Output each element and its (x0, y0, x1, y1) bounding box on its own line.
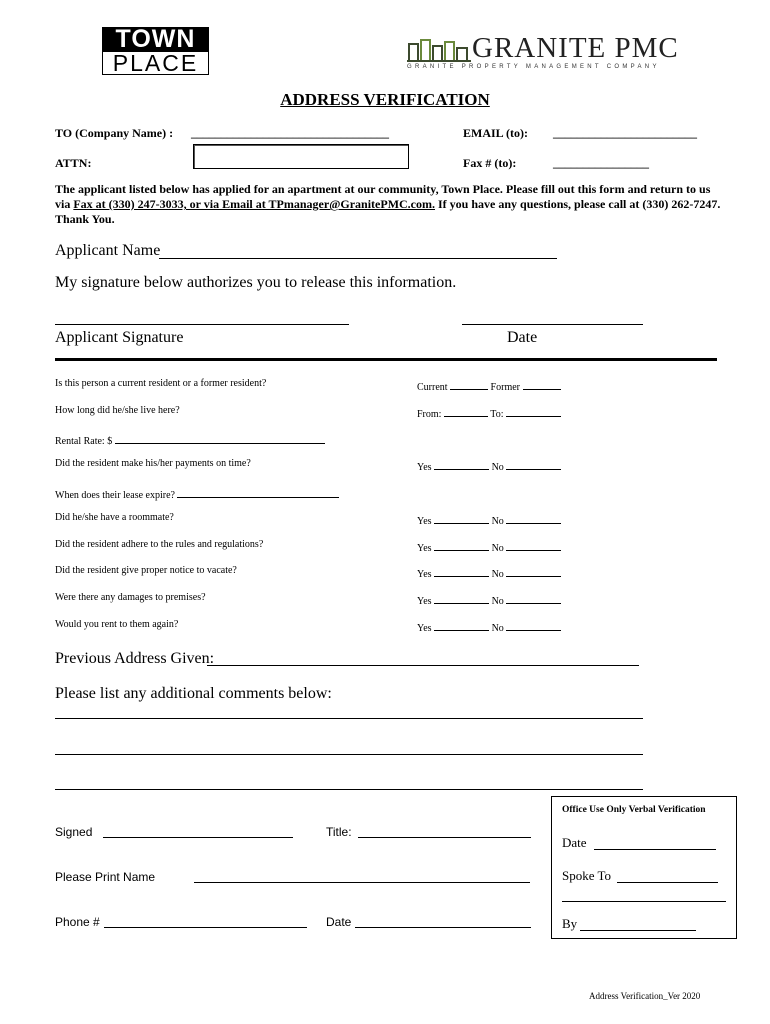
print-name-label: Please Print Name (55, 870, 156, 884)
roommate-no-blank[interactable] (506, 512, 561, 524)
rental-rate-blank[interactable] (115, 432, 325, 444)
applicant-signature-label: Applicant Signature (55, 329, 184, 346)
applicant-name-label: Applicant Name (55, 242, 161, 259)
applicant-date-label: Date (507, 329, 538, 346)
rental-rate-label: Rental Rate: $ (55, 436, 113, 447)
instructions-contact: If you have any questions, please call at (330) 262-7247. Thank You. (55, 197, 721, 226)
damages-no-blank[interactable] (506, 592, 561, 604)
current-former-question: Is this person a current resident or a former resident? (55, 378, 267, 389)
current-option-label: Current (417, 382, 448, 393)
previous-address-line[interactable] (207, 665, 639, 666)
email-label: EMAIL (to): (463, 126, 528, 140)
from-blank[interactable] (444, 405, 488, 417)
rent-again-no-blank[interactable] (506, 619, 561, 631)
payments-question: Did the resident make his/her payments on time? (55, 458, 251, 469)
comment-line-2[interactable] (55, 754, 643, 755)
office-spoke-to-label: Spoke To (562, 868, 612, 883)
damages-no-label: No (491, 596, 504, 607)
rent-again-no-label: No (491, 623, 504, 634)
comment-line-1[interactable] (55, 718, 643, 719)
office-by-label: By (562, 916, 578, 931)
lease-expire-blank[interactable] (177, 486, 339, 498)
payments-yes-blank[interactable] (434, 458, 489, 470)
current-blank[interactable] (450, 378, 488, 390)
damages-yes-blank[interactable] (434, 592, 489, 604)
to-label: To: (490, 409, 504, 420)
rental-rate-row (55, 432, 325, 447)
fax-email-link[interactable]: Fax at (330) 247-3033, or via Email at TPmanager@GranitePMC.com. (73, 197, 436, 211)
signoff-date-label: Date (326, 915, 352, 929)
print-name-line[interactable] (194, 882, 530, 883)
how-long-question: How long did he/she live here? (55, 405, 180, 416)
current-former-answers (417, 378, 561, 393)
comment-line-3[interactable] (55, 789, 643, 790)
lease-expire-label: When does their lease expire? (55, 490, 175, 501)
town-place-logo-bottom: PLACE (102, 51, 209, 75)
office-spoke-to-line[interactable] (617, 882, 718, 883)
office-date-line[interactable] (594, 849, 716, 850)
rules-no-blank[interactable] (506, 539, 561, 551)
rent-again-yes-label: Yes (417, 623, 432, 634)
footer-version: Address Verification_Ver 2020 (589, 991, 701, 1001)
phone-line[interactable] (104, 927, 307, 928)
rent-again-answers (417, 619, 561, 634)
phone-label: Phone # (55, 915, 100, 929)
office-extra-line[interactable] (562, 901, 726, 902)
roommate-no-label: No (491, 516, 504, 527)
instructions-paragraph (55, 182, 723, 227)
office-by-line[interactable] (580, 930, 696, 931)
notice-no-label: No (491, 569, 504, 580)
damages-answers (417, 592, 561, 607)
email-field[interactable]: ________________________ (553, 126, 697, 140)
fax-label: Fax # (to): (463, 156, 517, 170)
from-label: From: (417, 409, 442, 420)
lease-expire-row (55, 486, 339, 501)
how-long-answers (417, 405, 561, 420)
rules-yes-blank[interactable] (434, 539, 489, 551)
rules-question: Did the resident adhere to the rules and regulations? (55, 539, 264, 550)
page-title: ADDRESS VERIFICATION (280, 90, 490, 109)
roommate-yes-label: Yes (417, 516, 432, 527)
signoff-date-line[interactable] (355, 927, 531, 928)
applicant-date-line[interactable] (462, 324, 643, 325)
granite-logo-name: GRANITE PMC (472, 32, 679, 64)
notice-yes-blank[interactable] (434, 565, 489, 577)
title-label: Title: (326, 825, 352, 839)
to-company-field[interactable]: _________________________________ (191, 126, 389, 140)
rent-again-yes-blank[interactable] (434, 619, 489, 631)
notice-no-blank[interactable] (506, 565, 561, 577)
town-place-logo-top: TOWN (102, 27, 209, 51)
attn-input[interactable] (193, 144, 409, 169)
roommate-question: Did he/she have a roommate? (55, 512, 174, 523)
payments-no-blank[interactable] (506, 458, 561, 470)
roommate-answers (417, 512, 561, 527)
applicant-signature-line[interactable] (55, 324, 349, 325)
damages-yes-label: Yes (417, 596, 432, 607)
office-use-header: Office Use Only Verbal Verification (562, 805, 706, 815)
signed-line[interactable] (103, 837, 293, 838)
payments-answers (417, 458, 561, 473)
notice-answers (417, 565, 561, 580)
instructions-text: The applicant listed below has applied for an apartment at our community, Town Place. Please fill out this form and return to us via (55, 182, 711, 211)
to-blank[interactable] (506, 405, 561, 417)
to-company-label: TO (Company Name) : (55, 126, 174, 140)
office-date-label: Date (562, 835, 587, 850)
payments-no-label: No (491, 462, 504, 473)
payments-yes-label: Yes (417, 462, 432, 473)
comments-label: Please list any additional comments below: (55, 685, 332, 702)
previous-address-label: Previous Address Given: (55, 650, 215, 667)
granite-logo-tagline: GRANITE PROPERTY MANAGEMENT COMPANY (407, 64, 660, 70)
roommate-yes-blank[interactable] (434, 512, 489, 524)
former-option-label: Former (490, 382, 520, 393)
granite-buildings-icon (407, 38, 471, 62)
damages-question: Were there any damages to premises? (55, 592, 206, 603)
attn-label: ATTN: (55, 156, 92, 170)
section-divider (55, 358, 717, 361)
notice-yes-label: Yes (417, 569, 432, 580)
rules-no-label: No (491, 543, 504, 554)
rent-again-question: Would you rent to them again? (55, 619, 179, 630)
authorization-text: My signature below authorizes you to release this information. (55, 274, 457, 291)
rules-answers (417, 539, 561, 554)
fax-field[interactable]: ________________ (553, 156, 649, 170)
applicant-name-line[interactable] (159, 258, 557, 259)
notice-question: Did the resident give proper notice to vacate? (55, 565, 237, 576)
former-blank[interactable] (523, 378, 561, 390)
title-line[interactable] (358, 837, 531, 838)
signed-label: Signed (55, 825, 93, 839)
rules-yes-label: Yes (417, 543, 432, 554)
